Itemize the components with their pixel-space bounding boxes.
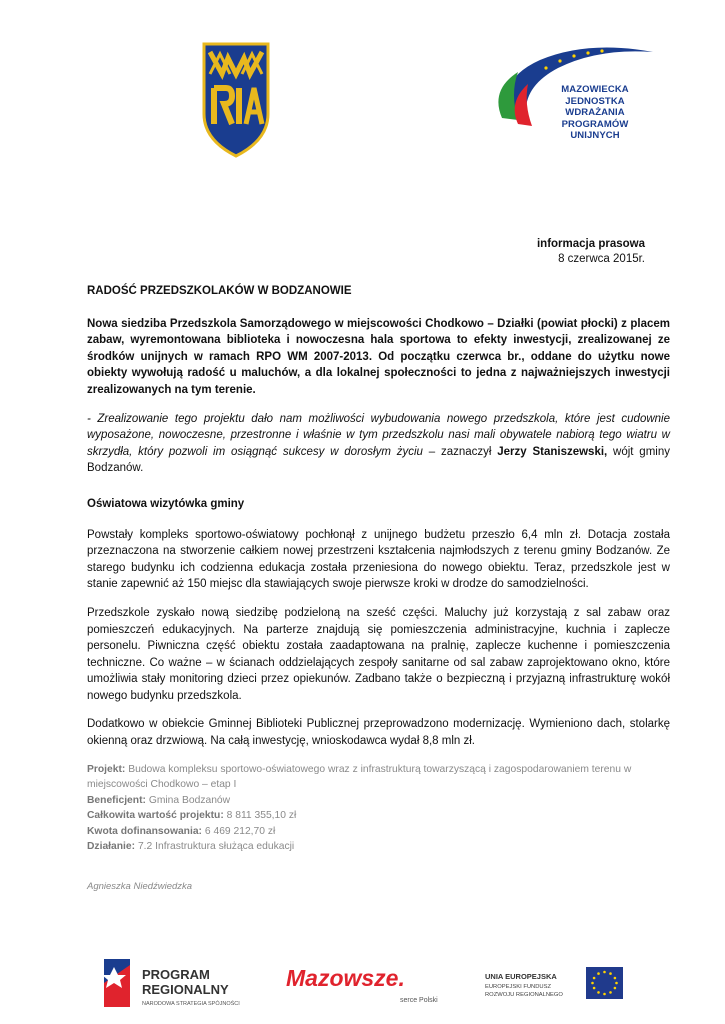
footer-logos: [100, 955, 630, 1010]
program-line-1: PROGRAM: [142, 967, 210, 982]
meta-total: [87, 808, 670, 824]
paragraph-1: Powstały kompleks sportowo-oświatowy pochłonął z unijnego budżetu przeszło 6,4 mln zł. Dotacja została przeznaczona na stworzenie całkiem nowej przestrzeni kształcenia najmłodszych z terenu gminy Bodzanów. Ze starego budynku ich codzienna edukacja została przeniesiona do nowego obiektu. Teraz, przedszkole jest w stanie zapewnić aż 150 miejsc dla stawiających swoje pierwsze kroki w drodze do samodzielności.: [87, 528, 670, 591]
eu-line-3: ROZWOJU REGIONALNEGO: [485, 992, 563, 998]
meta-project-value: Budowa kompleksu sportowo-oświatowego wraz z infrastrukturą towarzyszącą i zagospodarowaniem terenu w miejscowości Chodkowo – etap I: [87, 763, 632, 791]
meta-funding: [87, 824, 670, 840]
quote-text: - Zrealizowanie tego projektu dało nam możliwości wybudowania nowego przedszkola, które jest cudownie wyposażone, nowoczesne, przestronne i właśnie w tym przedszkolu nasi mali obywatele nabiorą tego wiatru w skrzydła, który pozwoli im osiągnąć sukcesy w dorosłym życiu: [87, 412, 670, 458]
mazowsze-subtext: serce Polski: [400, 997, 438, 1004]
maria-logo: [200, 40, 272, 160]
meta-action: [87, 839, 670, 855]
program-regionalny-logo: [102, 959, 240, 1007]
meta-funding-label: Kwota dofinansowania:: [87, 825, 202, 837]
quote-name: Jerzy Staniszewski,: [497, 445, 608, 458]
mjwpu-line-3: PROGRAMÓW UNIJNYCH: [561, 118, 629, 141]
program-line-2: REGIONALNY: [142, 982, 229, 997]
meta-beneficiary: [87, 793, 670, 809]
mjwpu-logo: [488, 38, 658, 141]
project-meta: [87, 762, 670, 855]
meta-funding-value: 6 469 212,70 zł: [204, 825, 276, 837]
eu-line-2: EUROPEJSKI FUNDUSZ: [485, 984, 552, 990]
article-title: RADOŚĆ PRZEDSZKOLAKÓW W BODZANOWIE: [87, 285, 352, 297]
press-info: [537, 237, 645, 267]
meta-total-value: 8 811 355,10 zł: [226, 810, 297, 822]
eu-line-1: UNIA EUROPEJSKA: [485, 972, 557, 981]
paragraph-2: Przedszkole zyskało nową siedzibę podzieloną na sześć części. Maluchy już korzystają z sal zabaw oraz pomieszczeń edukacyjnych. Na parterze znajdują się pomieszczenia administracyjne, kuchnia i zaplecze personelu. Piwniczna część obiektu została zaadaptowana na pralnię, zaplecze kuchenne i pomieszczenia techniczne. Co ważne – w ścianach oddzielających zespoły sanitarne od sal zabaw zaprojektowano okno, które umożliwia stały monitoring dzieci przez opiekunów. Zadbano także o bezpieczną i przyjazną infrastrukturę wokół nowego budynku przedszkola.: [87, 606, 670, 702]
article-subhead: Oświatowa wizytówka gminy: [87, 497, 245, 510]
mjwpu-line-1: MAZOWIECKA JEDNOSTKA: [561, 84, 629, 107]
meta-action-label: Działanie:: [87, 841, 136, 853]
article: [87, 283, 670, 895]
mjwpu-logo-text: [540, 84, 650, 142]
meta-project-label: Projekt:: [87, 763, 126, 775]
mjwpu-line-2: WDRAŻANIA: [565, 107, 625, 118]
quote-role: wójt gminy Bodzanów.: [87, 445, 670, 475]
program-line-3: NARODOWA STRATEGIA SPÓJNOŚCI: [142, 1001, 240, 1007]
mazowsze-text: Mazowsze.: [286, 965, 405, 991]
paragraph-3: Dodatkowo w obiekcie Gminnej Biblioteki Publicznej przeprowadzono modernizację. Wymieniono dach, stolarkę okienną oraz drzwiową. Na całą inwestycję, wnioskodawca wydał 8,8 mln zł.: [87, 718, 670, 748]
author: Agnieszka Niedźwiedzka: [87, 880, 193, 892]
press-label: informacja prasowa: [536, 238, 645, 250]
eu-logo: [485, 967, 623, 999]
meta-beneficiary-label: Beneficjent:: [87, 794, 146, 806]
mazowsze-logo: [286, 965, 438, 1004]
meta-total-label: Całkowita wartość projektu:: [87, 810, 224, 822]
meta-beneficiary-value: Gmina Bodzanów: [148, 794, 231, 806]
article-quote: [87, 411, 670, 477]
meta-action-value: 7.2 Infrastruktura służąca edukacji: [137, 841, 295, 853]
article-lead: Nowa siedziba Przedszkola Samorządowego w miejscowości Chodkowo – Działki (powiat płocki) z placem zabaw, wyremontowana biblioteka i nowoczesna hala sportowa to efekty inwestycji, zrealizowanej ze środków unijnych w ramach RPO WM 2007-2013. Od początku czerwca br., oddane do użytku nowe obiekty wywołują radość u maluchów, a dla lokalnej społeczności to jedna z najważniejszych inwestycji zrealizowanych na tym terenie.: [87, 317, 670, 396]
quote-attribution: – zaznaczył: [422, 445, 498, 458]
meta-project: [87, 762, 670, 793]
press-date: 8 czerwca 2015r.: [558, 253, 645, 265]
